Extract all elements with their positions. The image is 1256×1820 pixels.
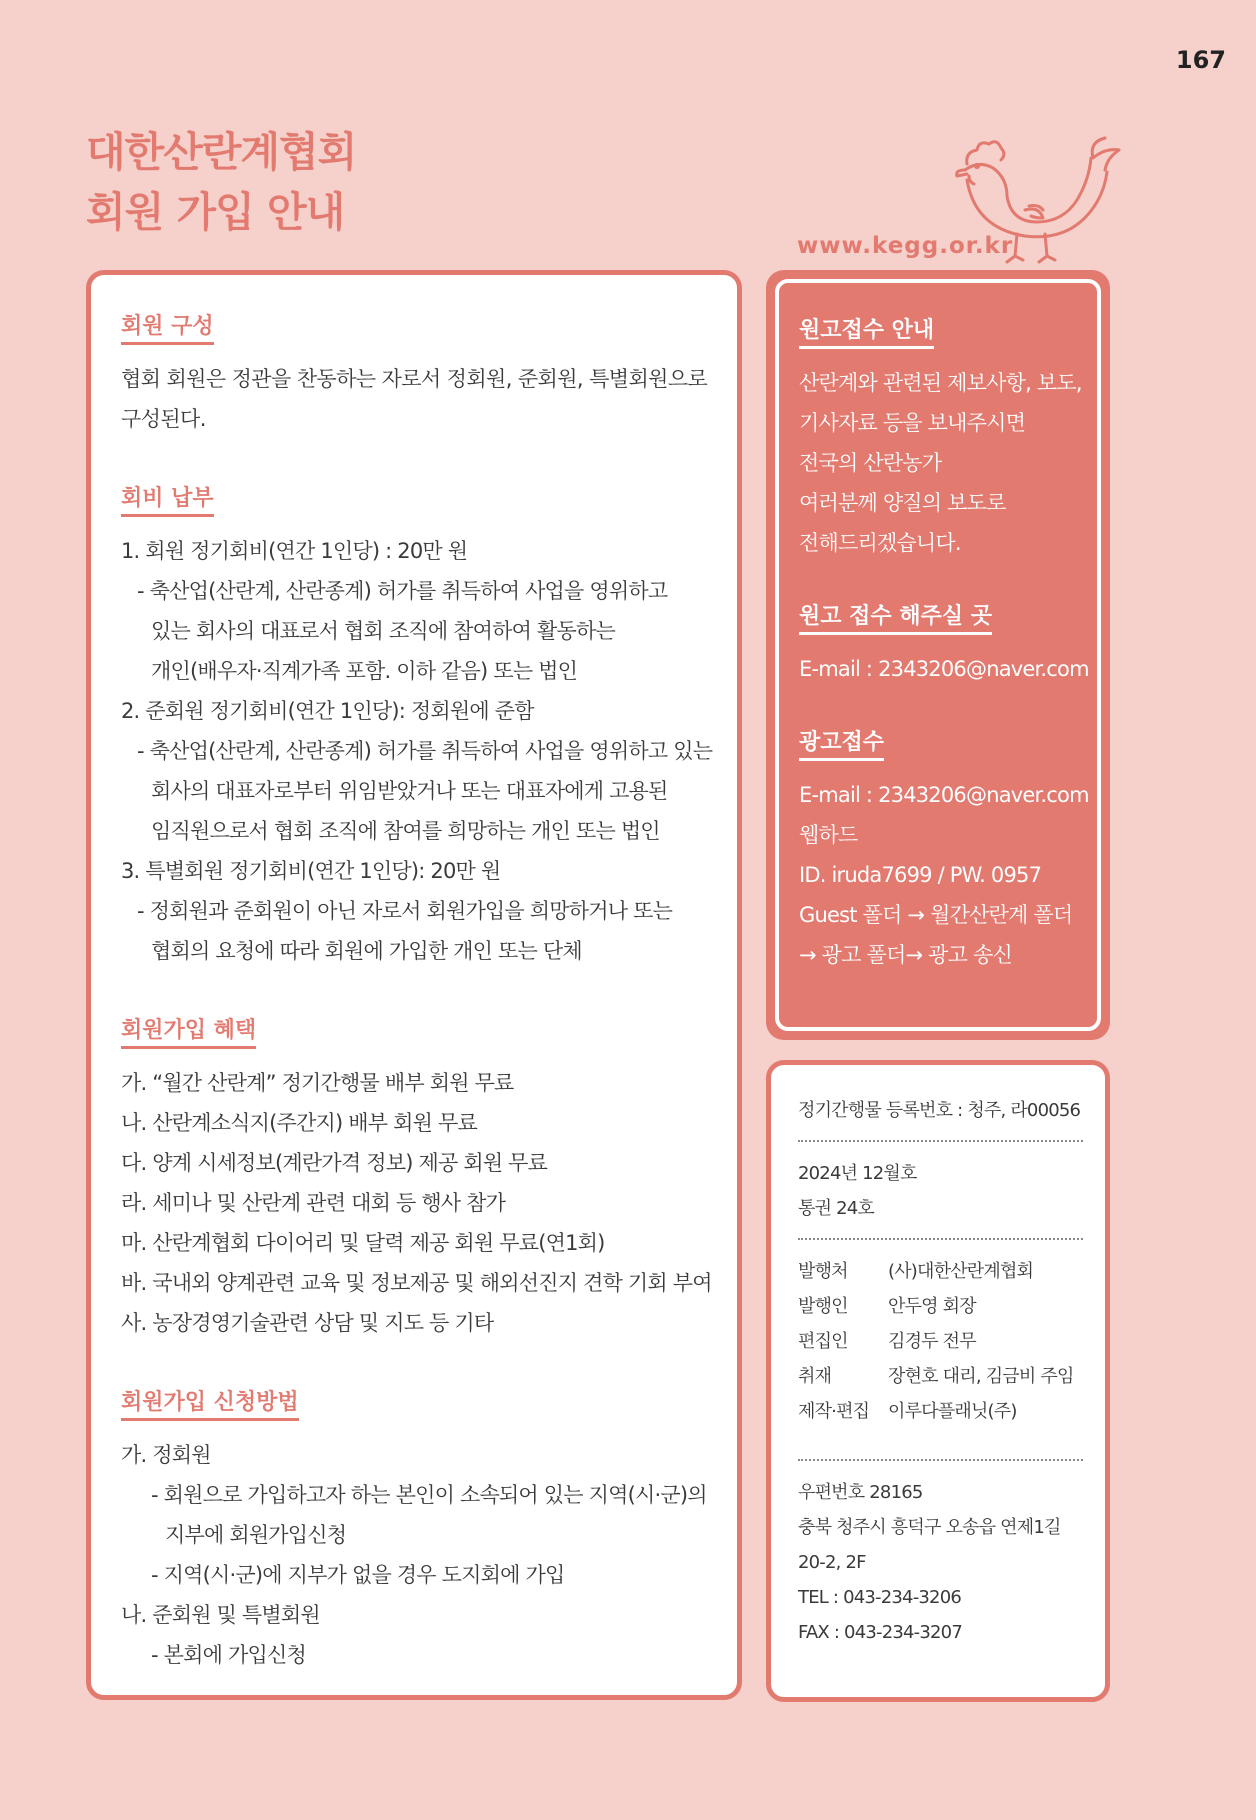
- benefits-list: [121, 1063, 713, 1343]
- benefit-item: 가. “월간 산란계” 정기간행물 배부 회원 무료: [121, 1071, 514, 1095]
- submission-panel: [766, 270, 1110, 1040]
- fees-list: [121, 531, 713, 971]
- fee-line: 2. 준회원 정기회비(연간 1인당): 정회원에 준함: [121, 699, 534, 723]
- submission-line: 여러분께 양질의 보도로: [799, 491, 1006, 515]
- submission-line: 전해드리겠습니다.: [799, 531, 961, 555]
- application-line: - 지역(시·군)에 지부가 없을 경우 도지회에 가입: [151, 1563, 565, 1587]
- submit-to-text: [799, 649, 1087, 689]
- staff-row: [798, 1394, 1083, 1429]
- section-heading: 회비 납부: [121, 481, 214, 517]
- staff-row: [798, 1359, 1083, 1394]
- registration-number: 정기간행물 등록번호 : 청주, 라00056: [798, 1100, 1081, 1121]
- issue-date: 2024년 12월호: [798, 1163, 917, 1184]
- divider: [798, 1459, 1083, 1461]
- staff-role: 제작·편집: [798, 1401, 870, 1422]
- ads-section: [799, 725, 1087, 975]
- fee-line: 개인(배우자·직계가족 포함. 이하 같음) 또는 법인: [151, 659, 578, 683]
- fee-line: - 정회원과 준회원이 아닌 자로서 회원가입을 희망하거나 또는: [137, 899, 673, 923]
- application-line: 지부에 회원가입신청: [165, 1523, 347, 1547]
- staff-row: [798, 1289, 1083, 1324]
- postal-code: 우편번호 28165: [798, 1482, 923, 1503]
- benefit-item: 마. 산란계협회 다이어리 및 달력 제공 회원 무료(연1회): [121, 1231, 605, 1255]
- title-line-1: 대한산란계협회: [86, 128, 357, 176]
- address-line-2: 20-2, 2F: [798, 1552, 866, 1573]
- ads-line: 웹하드: [799, 823, 858, 847]
- page-title: [86, 122, 356, 242]
- submission-section: [799, 313, 1087, 563]
- application-line: - 본회에 가입신청: [151, 1643, 306, 1667]
- benefit-item: 사. 농장경영기술관련 상담 및 지도 등 기타: [121, 1311, 494, 1335]
- address-line-1: 충북 청주시 흥덕구 오송읍 연제1길: [798, 1517, 1061, 1538]
- staff-name: 안두영 회장: [888, 1296, 976, 1317]
- submit-to-section: [799, 599, 1087, 689]
- staff-row: [798, 1254, 1083, 1289]
- divider: [798, 1140, 1083, 1142]
- divider: [798, 1238, 1083, 1240]
- membership-info-panel: [86, 270, 742, 1700]
- staff-role: 발행인: [798, 1296, 848, 1317]
- section-heading: 광고접수: [799, 725, 884, 761]
- ads-line: Guest 폴더 → 월간산란계 폴더: [799, 903, 1073, 927]
- publication-info-panel: [766, 1060, 1110, 1702]
- submission-line: 기사자료 등을 보내주시면: [799, 411, 1026, 435]
- section-heading: 회원가입 신청방법: [121, 1385, 299, 1421]
- fee-line: 회사의 대표자로부터 위임받았거나 또는 대표자에게 고용된: [151, 779, 668, 803]
- fee-line: 3. 특별회원 정기회비(연간 1인당): 20만 원: [121, 859, 501, 883]
- section-heading: 원고접수 안내: [799, 313, 934, 349]
- staff-name: 김경두 전무: [888, 1331, 976, 1352]
- application-line: - 회원으로 가입하고자 하는 본인이 소속되어 있는 지역(시·군)의: [151, 1483, 707, 1507]
- application-line: 가. 정회원: [121, 1443, 211, 1467]
- staff-role: 발행처: [798, 1261, 848, 1282]
- fee-line: 1. 회원 정기회비(연간 1인당) : 20만 원: [121, 539, 468, 563]
- staff-list: [798, 1254, 1083, 1429]
- benefit-item: 바. 국내외 양계관련 교육 및 정보제공 및 해외선진지 견학 기회 부여: [121, 1271, 712, 1295]
- staff-role: 편집인: [798, 1331, 848, 1352]
- fees-section: [121, 481, 713, 971]
- section-heading: 원고 접수 해주실 곳: [799, 599, 992, 635]
- issue-volume: 통권 24호: [798, 1198, 874, 1219]
- staff-name: 장현호 대리, 김금비 주임: [888, 1366, 1074, 1387]
- submission-text: [799, 363, 1087, 563]
- application-list: [121, 1435, 713, 1675]
- section-heading: 회원가입 혜택: [121, 1013, 256, 1049]
- ads-text: [799, 775, 1087, 975]
- fee-line: 임직원으로서 협회 조직에 참여를 희망하는 개인 또는 법인: [151, 819, 660, 843]
- ads-line: → 광고 폴더→ 광고 송신: [799, 943, 1012, 967]
- website-url: www.kegg.or.kr: [797, 233, 1014, 259]
- benefits-section: [121, 1013, 713, 1343]
- title-line-2: 회원 가입 안내: [86, 188, 345, 236]
- benefit-item: 나. 산란계소식지(주간지) 배부 회원 무료: [121, 1111, 477, 1135]
- submit-to-line: E-mail : 2343206@naver.com: [799, 657, 1089, 681]
- staff-role: 취재: [798, 1366, 832, 1387]
- membership-section: [121, 309, 713, 439]
- staff-name: 이루다플래닛(주): [888, 1401, 1017, 1422]
- membership-text: 협회 회원은 정관을 찬동하는 자로서 정회원, 준회원, 특별회원으로 구성된다.: [121, 367, 708, 431]
- telephone: TEL : 043-234-3206: [798, 1587, 962, 1608]
- fee-line: 있는 회사의 대표로서 협회 조직에 참여하여 활동하는: [151, 619, 615, 643]
- fee-line: - 축산업(산란계, 산란종계) 허가를 취득하여 사업을 영위하고 있는: [137, 739, 713, 763]
- fax: FAX : 043-234-3207: [798, 1622, 962, 1643]
- application-section: [121, 1385, 713, 1675]
- ads-line: E-mail : 2343206@naver.com: [799, 783, 1089, 807]
- fee-line: 협회의 요청에 따라 회원에 가입한 개인 또는 단체: [151, 939, 582, 963]
- application-line: 나. 준회원 및 특별회원: [121, 1603, 320, 1627]
- staff-row: [798, 1324, 1083, 1359]
- section-heading: 회원 구성: [121, 309, 214, 345]
- submission-line: 산란계와 관련된 제보사항, 보도,: [799, 371, 1082, 395]
- submission-line: 전국의 산란농가: [799, 451, 942, 475]
- page-number: 167: [1175, 46, 1226, 74]
- fee-line: - 축산업(산란계, 산란종계) 허가를 취득하여 사업을 영위하고: [137, 579, 668, 603]
- benefit-item: 다. 양계 시세정보(계란가격 정보) 제공 회원 무료: [121, 1151, 548, 1175]
- ads-line: ID. iruda7699 / PW. 0957: [799, 863, 1042, 887]
- benefit-item: 라. 세미나 및 산란계 관련 대회 등 행사 참가: [121, 1191, 506, 1215]
- staff-name: (사)대한산란계협회: [888, 1261, 1034, 1282]
